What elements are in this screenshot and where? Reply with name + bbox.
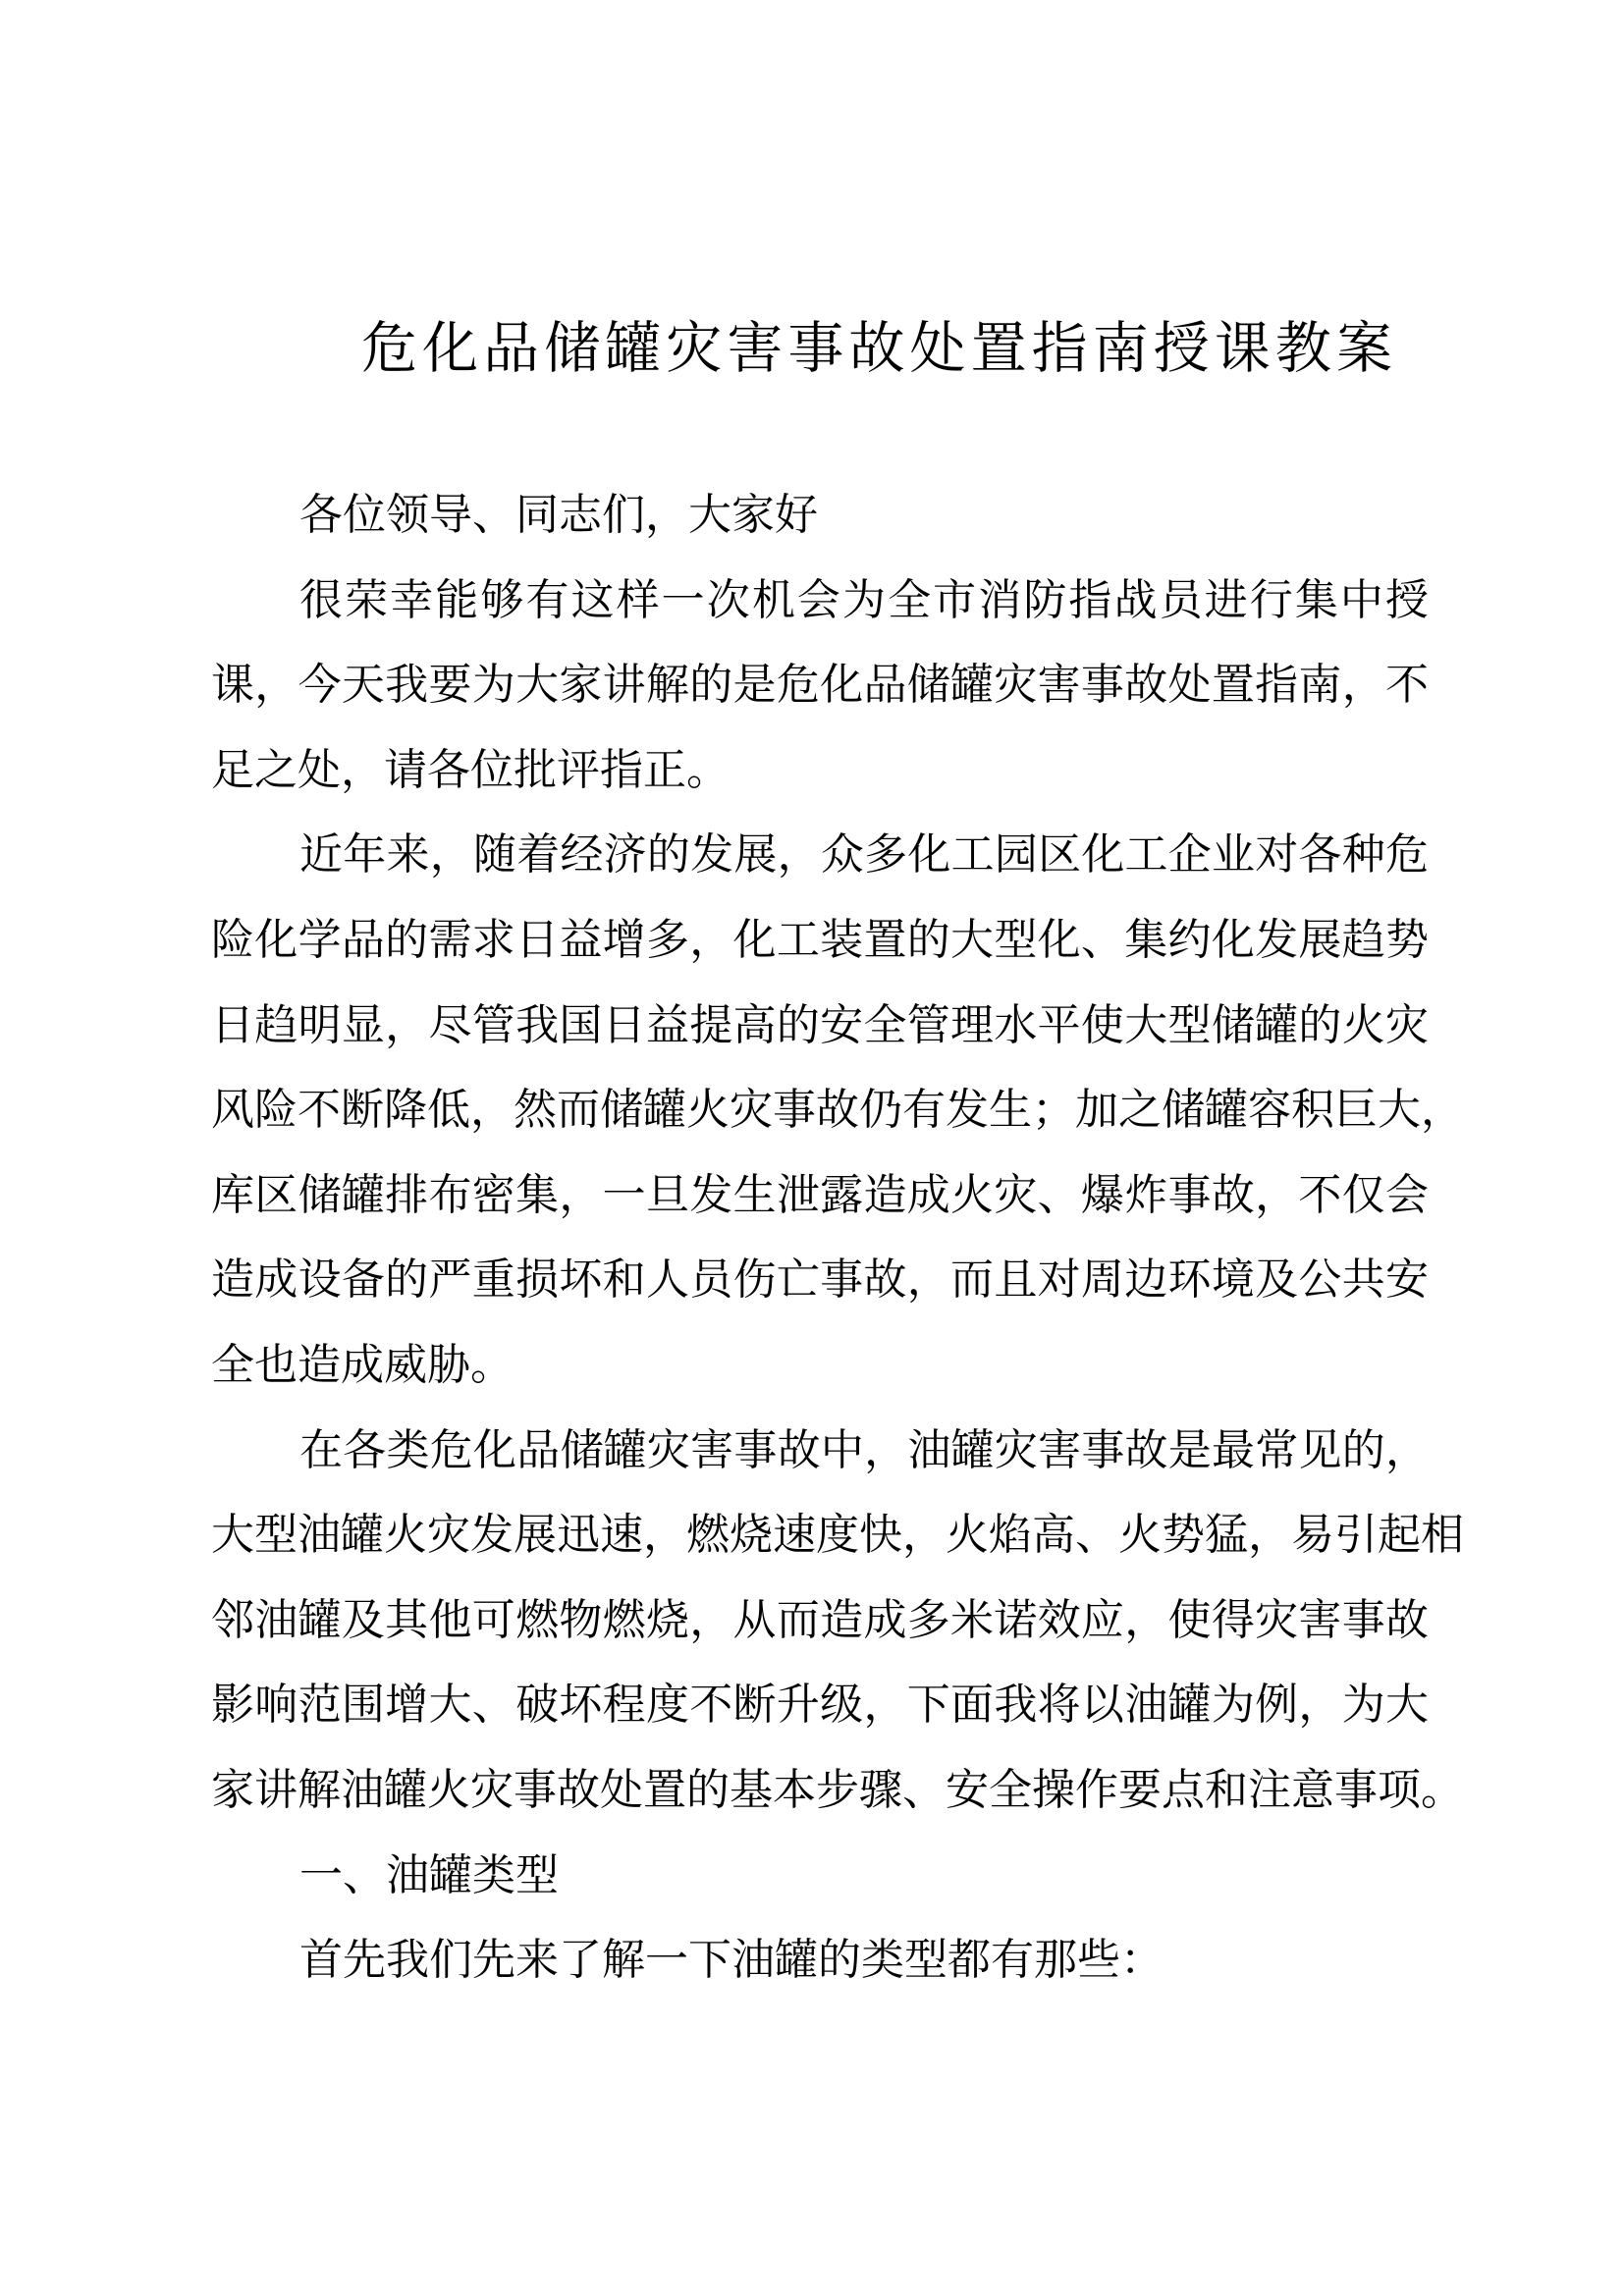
paragraph-intro [211, 559, 1429, 814]
text-line: 全也造成威胁。 [211, 1339, 514, 1390]
text-line: 足之处，请各位批评指正。 [211, 744, 730, 795]
text-line: 在各类危化品储罐灾害事故中，油罐灾害事故是最常见的， [299, 1424, 1429, 1475]
paragraph-types-intro [211, 1918, 1429, 2003]
text-line: 很荣幸能够有这样一次机会为全市消防指战员进行集中授 [299, 574, 1429, 625]
section-heading [211, 1834, 1429, 1919]
document-body [211, 473, 1464, 2003]
text-line: 大型油罐火灾发展迅速，燃烧速度快，火焰高、火势猛，易引起相 [211, 1510, 1464, 1561]
paragraph-oil-tank [211, 1409, 1464, 1834]
text-line: 造成设备的严重损坏和人员伤亡事故，而且对周边环境及公共安 [211, 1255, 1429, 1306]
text-line: 近年来，随着经济的发展，众多化工园区化工企业对各种危 [299, 829, 1429, 881]
heading-oil-tank-types: 一、油罐类型 [299, 1849, 559, 1900]
text-line: 首先我们先来了解一下油罐的类型都有那些： [299, 1935, 1164, 1986]
paragraph-greeting [211, 473, 1429, 559]
text-line: 影响范围增大、破坏程度不断升级，下面我将以油罐为例，为大 [211, 1680, 1429, 1731]
text-line: 日趋明显，尽管我国日益提高的安全管理水平使大型储罐的火灾 [211, 999, 1429, 1050]
text-line: 库区储罐排布密集，一旦发生泄露造成火灾、爆炸事故，不仅会 [211, 1169, 1429, 1220]
text-line: 课，今天我要为大家讲解的是危化品储罐灾害事故处置指南，不 [211, 660, 1429, 711]
paragraph-background [211, 813, 1464, 1408]
text-line: 险化学品的需求日益增多，化工装置的大型化、集约化发展趋势 [211, 914, 1429, 965]
text-line: 邻油罐及其他可燃物燃烧，从而造成多米诺效应，使得灾害事故 [211, 1594, 1429, 1645]
text-line: 风险不断降低，然而储罐火灾事故仍有发生；加之储罐容积巨大， [211, 1085, 1464, 1136]
document-title: 危化品储罐灾害事故处置指南授课教案 [361, 316, 1392, 381]
text-line: 各位领导、同志们，大家好 [299, 490, 818, 540]
text-line: 家讲解油罐火灾事故处置的基本步骤、安全操作要点和注意事项。 [211, 1764, 1464, 1815]
